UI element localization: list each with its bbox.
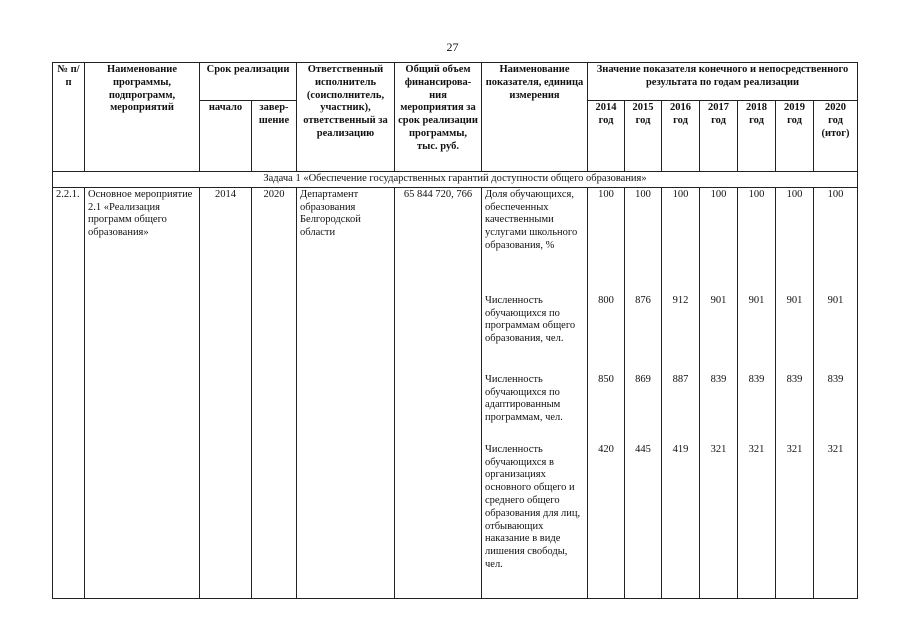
values-col [738, 187, 776, 598]
year-label: 2017 [708, 102, 729, 113]
year-label: 2016 [670, 102, 691, 113]
row-volume: 65 844 720, 766 [395, 187, 482, 598]
header-year [814, 101, 858, 172]
header-year [588, 101, 625, 172]
header-year [662, 101, 700, 172]
year-suffix: год [635, 114, 651, 126]
value-cell: 100 [672, 188, 689, 200]
values-col [776, 187, 814, 598]
header-start: начало [200, 101, 252, 172]
year-suffix: год [598, 114, 614, 126]
value-cell: 901 [748, 294, 765, 306]
indicator-cell [482, 187, 588, 598]
value-cell: 321 [786, 443, 803, 455]
row-name: Основное мероприятие 2.1 «Реализация программ общего образования» [85, 187, 200, 598]
header-year [700, 101, 738, 172]
indicator-item: Численность обучающихся по программам общего образования, чел. [485, 294, 576, 345]
year-suffix: год [749, 114, 764, 126]
value-cell: 839 [827, 373, 844, 385]
value-cell: 839 [710, 373, 727, 385]
value-cell: 100 [786, 188, 803, 200]
values-col [588, 187, 625, 598]
year-suffix: год [673, 114, 688, 126]
value-cell: 321 [748, 443, 765, 455]
value-cell: 839 [786, 373, 803, 385]
year-label: 2018 [746, 102, 767, 113]
value-cell: 876 [635, 294, 651, 306]
header-year [738, 101, 776, 172]
year-suffix: год [711, 114, 726, 126]
value-cell: 321 [827, 443, 844, 455]
year-label: 2015 [632, 102, 654, 113]
value-cell: 901 [827, 294, 844, 306]
values-col [625, 187, 662, 598]
header-values-title: Значение показателя конечного и непосредственного результата по годам реализации [588, 63, 858, 101]
value-cell: 901 [710, 294, 727, 306]
header-year [625, 101, 662, 172]
value-cell: 445 [635, 443, 651, 455]
page-number: 27 [446, 40, 459, 54]
header-end: завер-шение [252, 101, 297, 172]
program-table-container [52, 62, 858, 599]
indicator-item: Численность обучающихся по адаптированным программам, чел. [485, 373, 563, 424]
program-table [52, 62, 858, 599]
header-num: № п/п [53, 63, 85, 172]
year-label: 2020 [825, 102, 847, 113]
value-cell: 869 [635, 373, 651, 385]
value-cell: 419 [672, 443, 689, 455]
header-period: Срок реализации [200, 63, 297, 101]
indicator-item: Численность обучающихся в организациях основного общего и среднего общего образования для лиц, отбывающих наказание в виде лишения свободы, чел. [485, 443, 581, 570]
values-col [700, 187, 738, 598]
task-row: Задача 1 «Обеспечение государственных гарантий доступности общего образования» [53, 172, 858, 188]
year-label: 2014 [595, 102, 617, 113]
header-name: Наименование программы, подпрограмм, мероприятий [85, 63, 200, 172]
header-responsible: Ответственный исполнитель (соисполнитель, участник), ответственный за реализацию [297, 63, 395, 172]
value-cell: 912 [672, 294, 689, 306]
year-suffix: год [787, 114, 802, 126]
value-cell: 850 [598, 373, 614, 385]
value-cell: 420 [598, 443, 614, 455]
value-cell: 100 [635, 188, 651, 200]
values-col [662, 187, 700, 598]
value-cell: 887 [672, 373, 689, 385]
header-volume: Общий объем финансирова-ния мероприятия за срок реализации программы, тыс. руб. [395, 63, 482, 172]
header-year [776, 101, 814, 172]
value-cell: 100 [748, 188, 765, 200]
row-num: 2.2.1. [53, 187, 85, 598]
value-cell: 839 [748, 373, 765, 385]
values-col [814, 187, 858, 598]
row-end: 2020 [252, 187, 297, 598]
value-cell: 100 [598, 188, 614, 200]
value-cell: 100 [710, 188, 727, 200]
value-cell: 100 [827, 188, 844, 200]
row-start: 2014 [200, 187, 252, 598]
value-cell: 800 [598, 294, 614, 306]
header-indicator: Наименование показателя, единица измерения [482, 63, 588, 172]
year-label: 2019 [784, 102, 805, 113]
row-responsible: Департамент образования Белгородской области [297, 187, 395, 598]
value-cell: 901 [786, 294, 803, 306]
value-cell: 321 [710, 443, 727, 455]
year-suffix: год (итог) [821, 114, 850, 139]
indicator-item: Доля обучающихся, обеспеченных качественными услугами школьного образования, % [485, 188, 578, 251]
